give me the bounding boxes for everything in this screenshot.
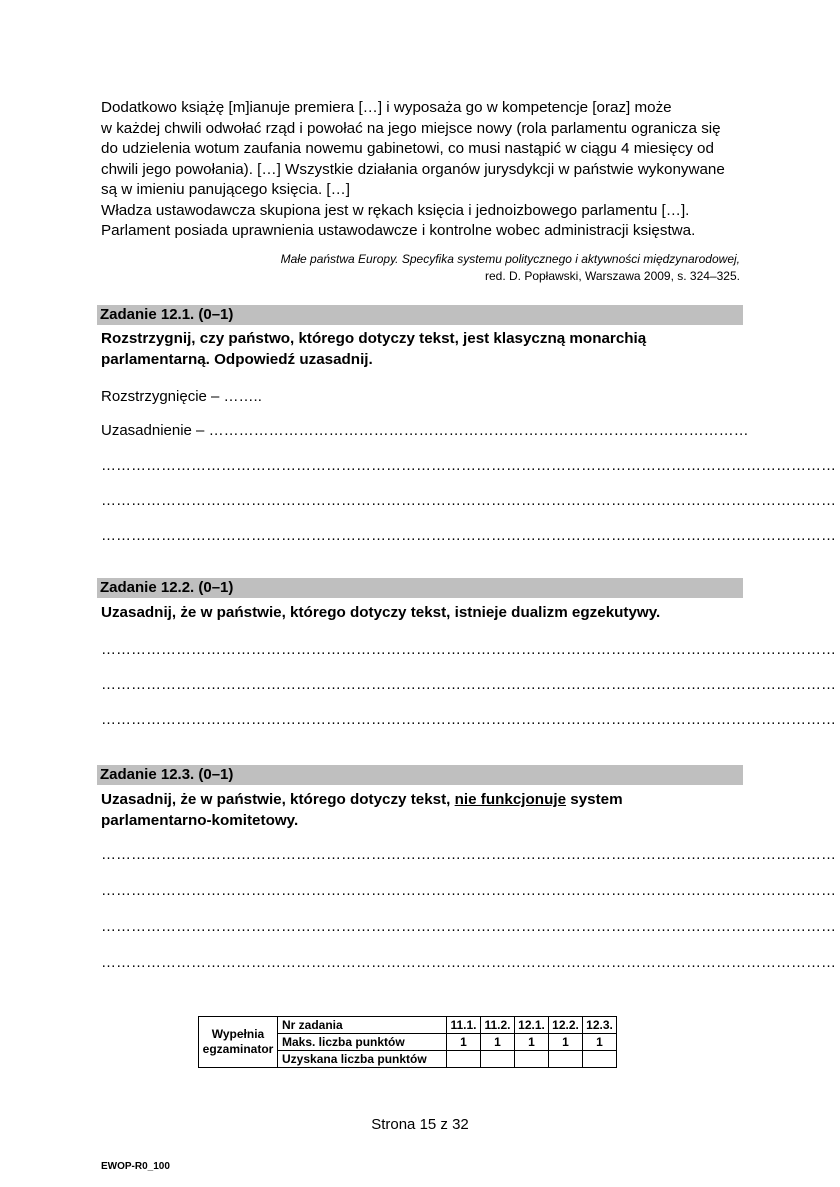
source-citation (101, 251, 740, 285)
task-number-cell: 12.1. (515, 1017, 549, 1034)
max-points-cell: 1 (515, 1034, 549, 1051)
max-points-label: Maks. liczba punktów (278, 1034, 447, 1051)
text-line: do udzielenia wotum zaufania nowemu gabinetowi, co musi nastąpić w ciągu 4 miesięcy od (101, 140, 714, 157)
text-line: Władza ustawodawcza skupiona jest w rękach księcia i jednoizbowego parlamentu […]. (101, 201, 690, 219)
command-part: Uzasadnij, że w państwie, którego dotyczy tekst, (101, 791, 451, 808)
page-number: Strona 15 z 32 (371, 1116, 469, 1133)
source-title: Małe państwa Europy. Specyfika systemu politycznego i aktywności międzynarodowej, (280, 252, 740, 266)
max-points-cell: 1 (481, 1034, 515, 1051)
task-12-3-command (101, 789, 741, 831)
max-points-cell: 1 (549, 1034, 583, 1051)
exam-code: EWOP-R0_100 (101, 1161, 170, 1172)
task-12-2-header: Zadanie 12.2. (0–1) (97, 578, 743, 598)
text-line: Parlament posiada uprawnienia ustawodawcze i kontrolne wobec administracji księstwa. (101, 222, 696, 239)
text-line: są w imieniu panującego księcia. […] (101, 181, 351, 198)
text-line: w każdej chwili odwołać rząd i powołać na jego miejsce nowy (rola parlamentu ogranicza się (101, 119, 721, 137)
command-line: parlamentarną. Odpowiedź uzasadnij. (101, 351, 373, 368)
filled-by-label: Wypełnia egzaminator (199, 1017, 278, 1068)
answer-line[interactable]: ………………………………………………………………………………………………………………………………… (101, 676, 836, 693)
text-line: chwili jego powołania). […] Wszystkie działania organów jurysdykcji w państwie wykonywane (101, 160, 725, 178)
answer-line[interactable]: ………………………………………………………………………………………………………………………………… (101, 918, 836, 935)
task-number-cell: 12.3. (583, 1017, 617, 1034)
source-text (101, 98, 751, 242)
task-number-cell: 11.1. (447, 1017, 481, 1034)
obtained-points-label: Uzyskana liczba punktów (278, 1051, 447, 1068)
score-table (198, 1016, 617, 1068)
obtained-points-cell[interactable] (549, 1051, 583, 1068)
task-number-cell: 11.2. (481, 1017, 515, 1034)
answer-line[interactable]: ………………………………………………………………………………………………………………………………… (101, 492, 836, 509)
answer-line[interactable]: ………………………………………………………………………………………………………………………………… (101, 846, 836, 863)
obtained-points-cell[interactable] (447, 1051, 481, 1068)
task-12-3-header: Zadanie 12.3. (0–1) (97, 765, 743, 785)
answer-line[interactable]: ………………………………………………………………………………………………………………………………… (101, 954, 836, 971)
answer-line[interactable]: ………………………………………………………………………………………………………………………………… (101, 457, 836, 474)
task-number-label: Nr zadania (278, 1017, 447, 1034)
command-emphasis: nie funkcjonuje (454, 791, 567, 808)
source-details: red. D. Popławski, Warszawa 2009, s. 324–325. (484, 269, 740, 283)
text-line: Dodatkowo książę [m]ianuje premiera […] i wyposaża go w kompetencje [oraz] może (101, 99, 672, 116)
decision-answer-line[interactable]: Rozstrzygnięcie – …….. (101, 388, 262, 405)
command-part: system (570, 791, 623, 808)
answer-line[interactable]: ………………………………………………………………………………………………………………………………… (101, 641, 836, 658)
obtained-points-cell[interactable] (515, 1051, 549, 1068)
task-12-1-header: Zadanie 12.1. (0–1) (97, 305, 743, 325)
command-line: parlamentarno-komitetowy. (101, 812, 299, 829)
max-points-cell: 1 (583, 1034, 617, 1051)
justification-answer-line[interactable]: Uzasadnienie – ……………………………………………………………………………………………… (101, 422, 749, 439)
task-12-2-command: Uzasadnij, że w państwie, którego dotyczy tekst, istnieje dualizm egzekutywy. (101, 604, 661, 621)
answer-line[interactable]: ………………………………………………………………………………………………………………………………… (101, 882, 836, 899)
max-points-cell: 1 (447, 1034, 481, 1051)
task-12-1-command (101, 328, 741, 370)
task-number-cell: 12.2. (549, 1017, 583, 1034)
command-line (101, 789, 741, 810)
answer-line[interactable]: ………………………………………………………………………………………………………………………………… (101, 711, 836, 728)
answer-line[interactable]: ………………………………………………………………………………………………………………………………… (101, 527, 836, 544)
obtained-points-cell[interactable] (481, 1051, 515, 1068)
obtained-points-cell[interactable] (583, 1051, 617, 1068)
command-line: Rozstrzygnij, czy państwo, którego dotyczy tekst, jest klasyczną monarchią (101, 330, 647, 347)
